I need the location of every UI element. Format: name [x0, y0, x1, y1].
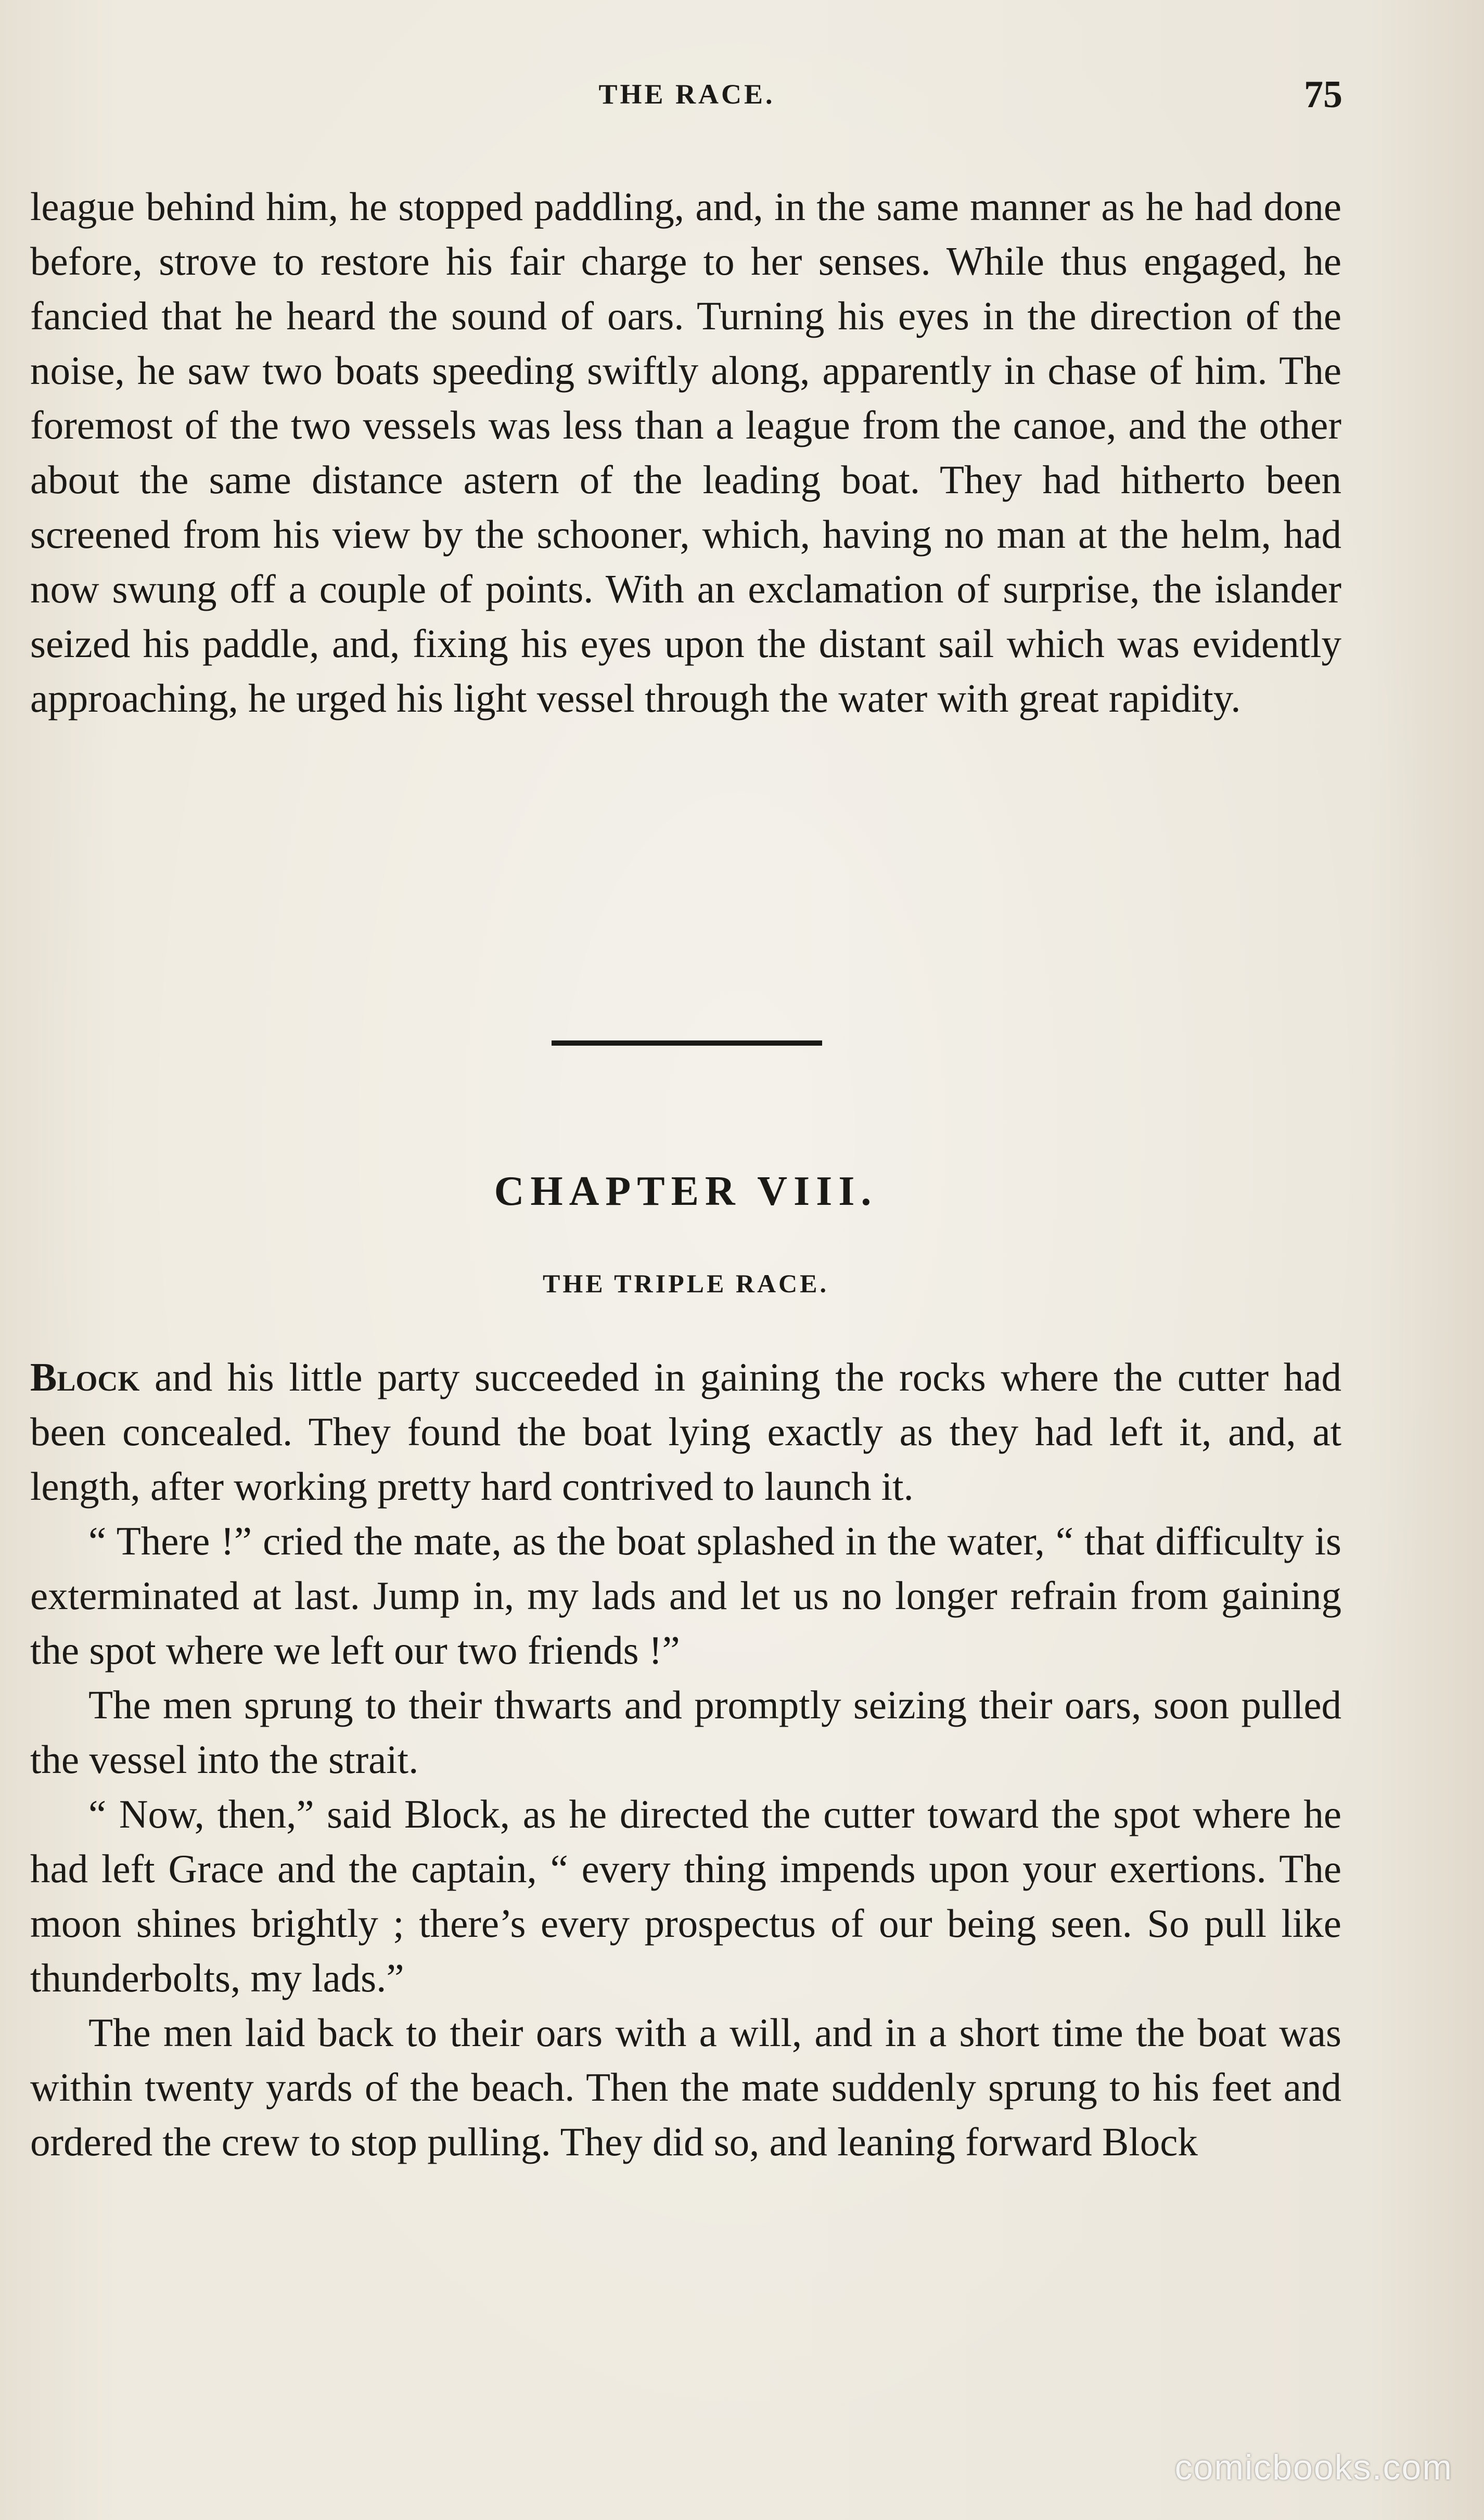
chapter-heading: CHAPTER VIII. — [494, 1168, 878, 1214]
paragraph: The men laid back to their oars with a will, and in a short time the boat was within twenty yards of the beach. Then the mate suddenly sprung to his feet and ordered the crew to stop pulling. They did so, and leaning forward Block — [30, 2010, 1341, 2164]
paragraph: The men sprung to their thwarts and promptly seizing their oars, soon pulled the vessel into the strait. — [30, 1682, 1341, 1782]
chapter-body — [30, 1350, 1341, 2169]
running-title: THE RACE. — [598, 79, 775, 110]
paragraph: league behind him, he stopped paddling, and, in the same manner as he had done before, strove to restore his fair charge to her senses. While thus engaged, he fancied that he heard the sound of oars. Turning his eyes in the direction of the noise, he saw two boats speeding swiftly along, apparently in chase of him. The foremost of the two vessels was less than a league from the canoe, and the other about the same distance astern of the leading boat. They had hitherto been screened from his view by the schooner, which, having no man at the helm, had now swung off a couple of points. With an exclamation of surprise, the islander seized his paddle, and, fixing his eyes upon the distant sail which was evidently approaching, he urged his light vessel through the water with great rapidity. — [30, 184, 1341, 721]
watermark: comicbooks.com — [1174, 2448, 1453, 2487]
running-header — [31, 73, 1342, 125]
lead-word: Block — [30, 1355, 140, 1399]
paragraph: “ Now, then,” said Block, as he directed the cutter toward the spot where he had left Grace and the captain, “ every thing impends upon your exertions. The moon shines brightly ; there’s every prospectus of our being seen. So pull like thunderbolts, my lads.” — [30, 1792, 1341, 2000]
continued-passage — [30, 179, 1341, 726]
section-divider-rule — [552, 1040, 822, 1046]
paragraph — [30, 1350, 1341, 1514]
paragraph: “ There !” cried the mate, as the boat splashed in the water, “ that difficulty is exterminated at last. Jump in, my lads and let us no longer refrain from gaining the spot where we left our two friends !” — [30, 1519, 1341, 1673]
page-number: 75 — [1304, 73, 1342, 116]
paragraph-text: and his little party succeeded in gaining the rocks where the cutter had been concealed. They found the boat lying exactly as they had left it, and, at length, after working pretty hard contrived to launch it. — [30, 1355, 1341, 1509]
chapter-subtitle: THE TRIPLE RACE. — [542, 1269, 829, 1298]
